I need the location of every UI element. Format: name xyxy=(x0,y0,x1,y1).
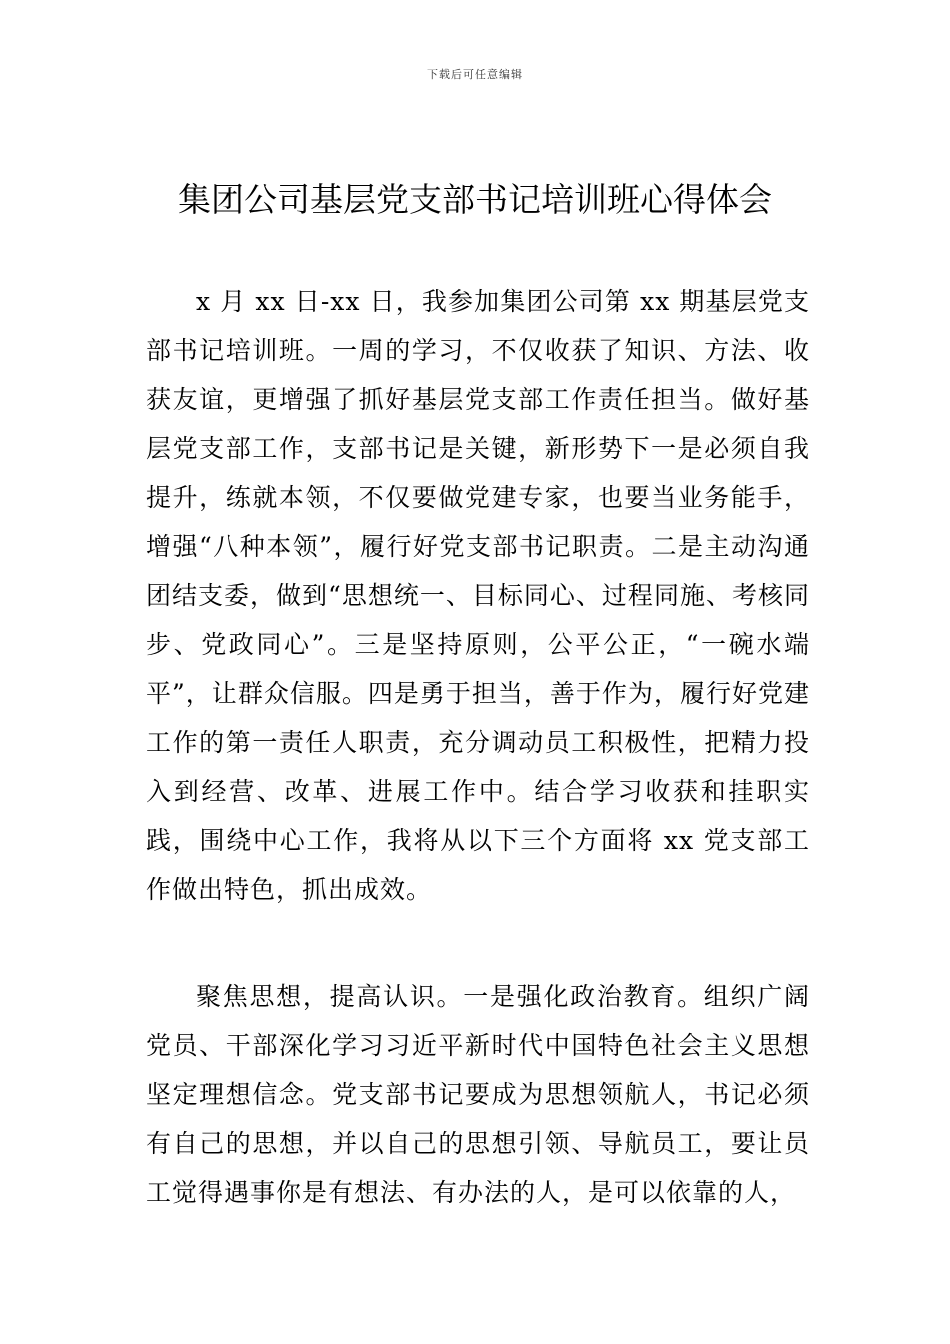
body-paragraph-2: 聚焦思想，提高认识。一是强化政治教育。组织广阔党员、干部深化学习习近平新时代中国特色社会主义思想坚定理想信念。党支部书记要成为思想领航人，书记必须有自己的思想，并以自己的思想引领、导航员工，要让员工觉得遇事你是有想法、有办法的人，是可以依靠的人， xyxy=(146,982,810,1207)
body-paragraph-1: x 月 xx 日-xx 日，我参加集团公司第 xx 期基层党支部书记培训班。一周的学习，不仅收获了知识、方法、收获友谊，更增强了抓好基层党支部工作责任担当。做好基层党支部工作，支部书记是关键，新形势下一是必须自我提升，练就本领，不仅要做党建专家，也要当业务能手，增强“八种本领”，履行好党支部书记职责。二是主动沟通团结支委，做到“思想统一、目标同心、过程同施、考核同步、党政同心”。三是坚持原则，公平公正，“一碗水端平”，让群众信服。四是勇于担当，善于作为，履行好党建工作的第一责任人职责，充分调动员工积极性，把精力投入到经营、改革、进展工作中。结合学习收获和挂职实践，围绕中心工作，我将从以下三个方面将 xx 党支部工作做出特色，抓出成效。 xyxy=(146,287,810,904)
document-title: 集团公司基层党支部书记培训班心得体会 xyxy=(178,180,772,219)
header-note: 下载后可任意编辑 xyxy=(427,68,523,81)
